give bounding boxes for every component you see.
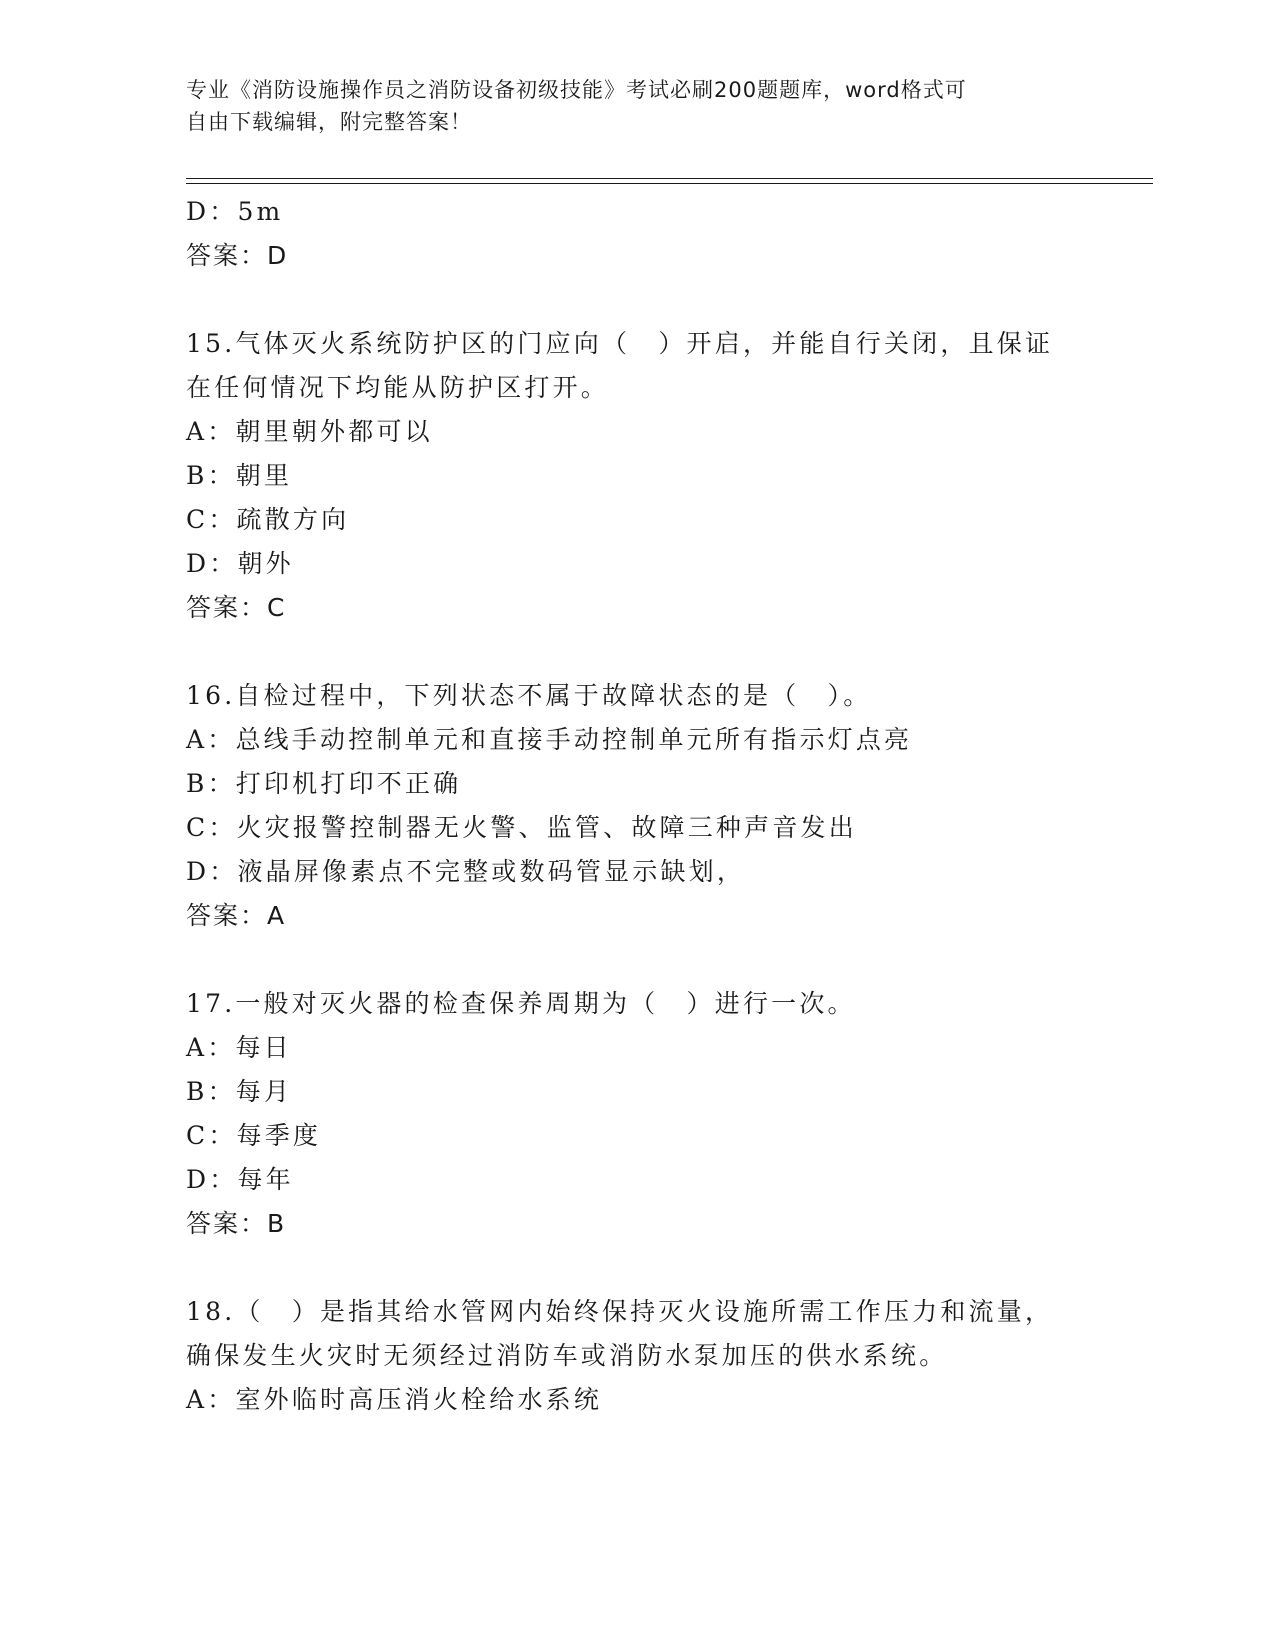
header-line-1: 专业《消防设施操作员之消防设备初级技能》考试必刷200题题库，word格式可 xyxy=(186,78,967,102)
q16-answer: 答案：A xyxy=(186,901,287,930)
q17-option-c: C：每季度 xyxy=(186,1121,322,1150)
q16-option-a: A：总线手动控制单元和直接手动控制单元所有指示灯点亮 xyxy=(186,725,913,754)
q16-option-b: B：打印机打印不正确 xyxy=(186,769,462,798)
q15-stem-line-1: 15.气体灭火系统防护区的门应向（ ）开启，并能自行关闭，且保证 xyxy=(186,329,1054,358)
q17-option-a: A：每日 xyxy=(186,1033,292,1062)
q15-option-d: D：朝外 xyxy=(186,549,294,578)
header-rule-bottom xyxy=(186,183,1153,184)
q15-option-b: B：朝里 xyxy=(186,461,293,490)
header-rule-top xyxy=(186,178,1153,179)
q15-stem-line-2: 在任何情况下均能从防护区打开。 xyxy=(186,373,610,402)
document-header xyxy=(186,74,1086,138)
q16-stem-line-1: 16.自检过程中，下列状态不属于故障状态的是（ ）。 xyxy=(186,681,872,710)
prev-answer: 答案：D xyxy=(186,241,289,270)
q15-option-c: C：疏散方向 xyxy=(186,505,350,534)
q17-answer: 答案：B xyxy=(186,1209,287,1238)
q18-stem-line-2: 确保发生火灾时无须经过消防车或消防水泵加压的供水系统。 xyxy=(186,1341,948,1370)
header-line-2: 自由下载编辑，附完整答案！ xyxy=(186,110,472,134)
q17-option-b: B：每月 xyxy=(186,1077,293,1106)
q15-option-a: A：朝里朝外都可以 xyxy=(186,417,433,446)
q18-stem-line-1: 18.（ ）是指其给水管网内始终保持灭火设施所需工作压力和流量， xyxy=(186,1297,1054,1326)
q17-option-d: D：每年 xyxy=(186,1165,294,1194)
q17-stem-line-1: 17.一般对灭火器的检查保养周期为（ ）进行一次。 xyxy=(186,989,856,1018)
q15-answer: 答案：C xyxy=(186,593,287,622)
q16-option-d: D：液晶屏像素点不完整或数码管显示缺划， xyxy=(186,857,746,886)
q18-option-a: A：室外临时高压消火栓给水系统 xyxy=(186,1385,603,1414)
prev-option-d: D：5m xyxy=(186,197,284,226)
q16-option-c: C：火灾报警控制器无火警、监管、故障三种声音发出 xyxy=(186,813,857,842)
